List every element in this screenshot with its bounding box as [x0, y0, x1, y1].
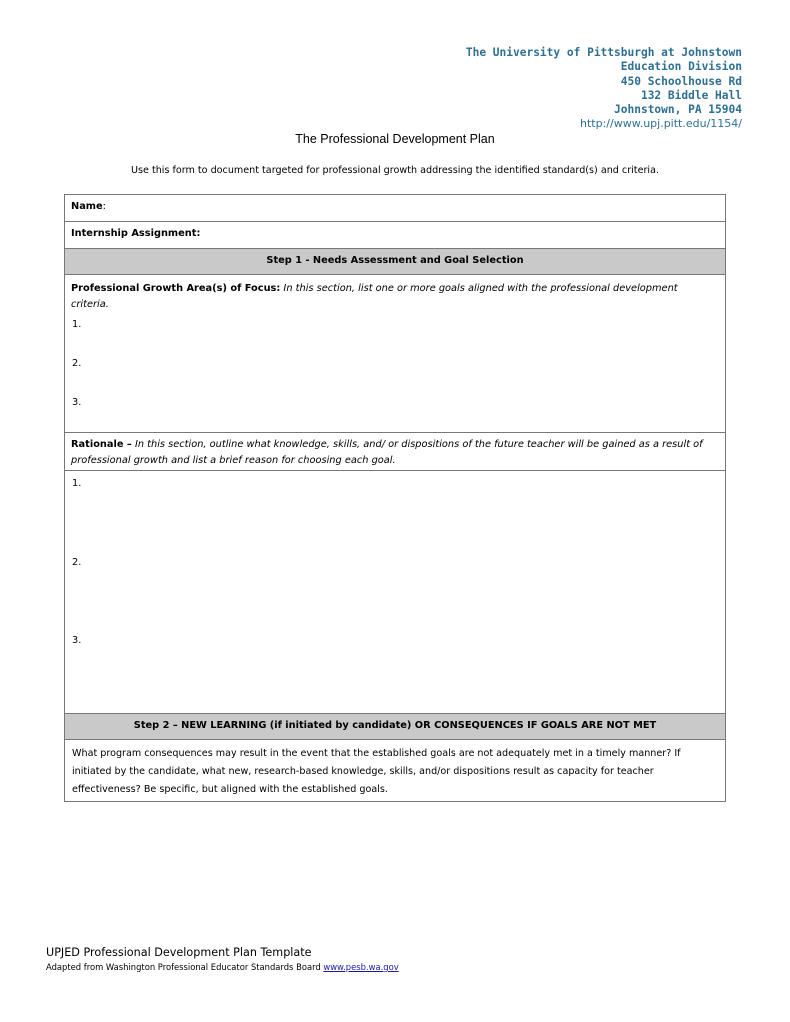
- step2-header: Step 2 – NEW LEARNING (if initiated by candidate) OR CONSEQUENCES IF GOALS ARE NOT MET: [65, 714, 725, 740]
- pesb-link[interactable]: www.pesb.wa.gov: [323, 962, 399, 972]
- rationale-item-3: 3.: [72, 635, 82, 646]
- plan-form: [64, 194, 726, 802]
- internship-row[interactable]: [65, 222, 725, 249]
- rationale-section[interactable]: [65, 471, 725, 714]
- name-colon: :: [102, 201, 106, 212]
- org-name: The University of Pittsburgh at Johnstown: [465, 46, 742, 59]
- growth-area-section[interactable]: [65, 275, 725, 433]
- growth-hint: In this section, list one or more goals aligned with the professional development criteria.: [71, 283, 678, 310]
- name-label: Name: [71, 201, 103, 212]
- growth-label: Professional Growth Area(s) of Focus:: [71, 283, 281, 294]
- address-block: [466, 46, 742, 132]
- website-link[interactable]: http://www.upj.pitt.edu/1154/: [580, 117, 742, 131]
- rationale-item-1: 1.: [72, 478, 82, 489]
- building-address: 132 Biddle Hall: [640, 88, 742, 102]
- street-address: 450 Schoolhouse Rd: [620, 74, 742, 88]
- footer-credit: [46, 962, 399, 972]
- division-name: Education Division: [620, 60, 742, 74]
- rationale-instructions: [71, 437, 715, 469]
- rationale-item-2: 2.: [72, 557, 82, 568]
- intro-text: Use this form to document targeted for professional growth addressing the identified standard(s) and criteria.: [130, 165, 660, 176]
- rationale-label: Rationale –: [71, 439, 132, 450]
- page-title: The Professional Development Plan: [295, 132, 495, 146]
- growth-item-1: 1.: [72, 319, 82, 330]
- footer-adapted-text: Adapted from Washington Professional Educator Standards Board: [46, 962, 324, 972]
- growth-instructions: [71, 281, 715, 313]
- growth-item-2: 2.: [72, 358, 82, 369]
- rationale-hint: In this section, outline what knowledge, skills, and/ or dispositions of the future teacher will be gained as a result of professional growth and list a brief reason for choosing each goal.: [71, 439, 703, 466]
- rationale-header: [65, 433, 725, 471]
- growth-item-3: 3.: [72, 397, 82, 408]
- step1-header: Step 1 - Needs Assessment and Goal Selection: [65, 249, 725, 275]
- internship-label: Internship Assignment:: [71, 228, 201, 239]
- city-address: Johnstown, PA 15904: [614, 103, 742, 117]
- name-row[interactable]: [65, 195, 725, 222]
- footer-title: UPJED Professional Development Plan Template: [46, 946, 312, 959]
- step2-description[interactable]: What program consequences may result in the event that the established goals are not adequately met in a timely manner? If initiated by the candidate, what new, research-based knowledge, skills, and/or dispositions result as capacity for teacher effectiveness? Be specific, but aligned with the established goals.: [65, 740, 725, 802]
